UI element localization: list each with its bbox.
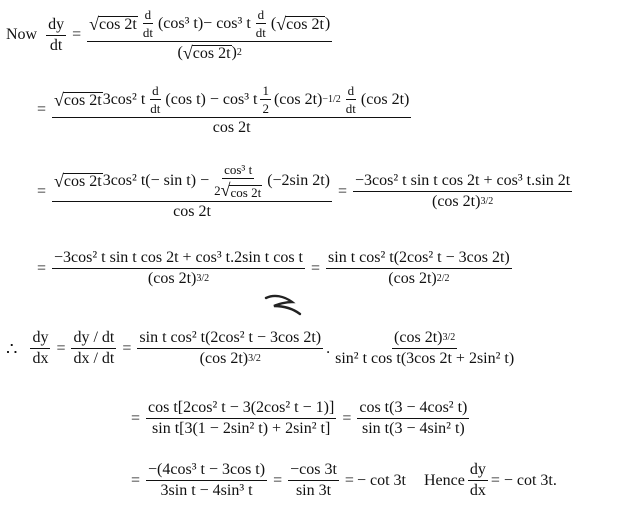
equals-sign: = [56,339,66,357]
equals-sign: = [273,471,283,489]
dy-dt-result-fraction: sin t cos² t(2cos² t − 3cos 2t) (cos 2t) 3/2 [139,329,322,367]
expanded-derivative-fraction: √ cos 2t 3cos² t $\frac{d}{dt}$ (cos t) − cos³ t $\frac{1}{2}$ (cos 2t) −1/2 $\frac{d}{dt}$ (cos 2t) cos 2t [54,83,410,136]
reduced-fraction: $\frac{\text{cos t(3 − 4cos² t)}}{\text{sin t(3 − 4sin² t)}}$ [359,399,468,437]
equals-sign: = [72,26,82,43]
expanded-sin2t-fraction: −3cos² t sin t cos 2t + cos³ t.2sin t cos t (cos 2t) 3/2 [54,249,303,287]
cos3t-sin3t-fraction: $\frac{-\cos 3t}{\sin 3t}$ [290,461,337,499]
final-result: = − cot 3t. [490,471,557,489]
equals-sign: = [311,259,321,277]
hence-label: Hence [423,471,465,489]
equals-sign: = [342,409,352,427]
final-dy-dx-fraction: $\frac{dy}{dx}$ [469,461,486,499]
cot3t-result: − cot 3t [356,471,406,489]
equals-sign: = [37,182,47,200]
triple-angle-fraction: $\frac{\text{−(4cos³ t − 3cos t)}}{\text{3sin t − 4sin³ t}}$ [148,461,266,499]
dy-dx-fraction: $\frac{dy}{dx}$ [32,329,49,367]
sqrt-cos2t: √ cos 2t [54,171,102,191]
simplified-fraction: −3cos² t sin t cos 2t + cos³ t.sin 2t (cos 2t) 3/2 [355,172,571,210]
dx-dt-reciprocal-fraction: (cos 2t) 3/2 sin² t cos t(3cos 2t + 2sin² t) [335,329,515,367]
factored-fraction: sin t cos² t(2cos² t − 3cos 2t) (cos 2t) 2/2 [328,249,510,287]
equation-line-6 [128,400,472,437]
equation-line-5: ∴ $\frac{dy}{dx}$ = $\frac{dy / dt}{dx / dt}$ = sin t cos² t(2cos² t − 3cos 2t) (cos 2t) 3/2 . (cos 2t) 3/2 sin² t cos t(3cos 2t + 2sin² t) [6,329,515,367]
now-label: Now [6,26,38,43]
therefore-symbol: ∴ [6,338,18,359]
bracket-fraction: $\frac{\text{cos t[2cos² t − 3(2cos² t − 1)]}}{\text{sin t[3(1 − 2sin² t) + 2sin² t]}}$ [148,399,335,437]
sqrt-cos2t: √ cos 2t [182,43,231,63]
equals-sign: = [131,409,141,427]
d-dt-operator: $\frac{d}{dt}$ [150,83,161,116]
chain-rule-fraction: $\frac{dy / dt}{dx / dt}$ [73,329,115,367]
inner-fraction: cos³ t 2 √ cos 2t [214,162,262,200]
d-dt-operator: $\frac{d}{dt}$ [345,83,356,116]
d-dt-operator: $\frac{d}{dt}$ [142,7,153,40]
substituted-fraction: √ cos 2t 3cos² t(− sin t) − cos³ t 2 √ cos 2t (−2sin 2t) cos 2t [54,162,330,220]
equals-sign: = [344,471,354,489]
equals-sign: = [122,339,132,357]
sqrt-cos2t: √ cos 2t [89,13,137,34]
equals-sign: = [37,259,47,277]
pen-scribble-mark [262,292,306,320]
equation-line-1 [6,8,335,62]
equals-sign: = [337,182,348,200]
one-half-fraction: $\frac{1}{2}$ [262,83,269,116]
equation-line-3 [34,163,575,220]
d-dt-operator: $\frac{d}{dt}$ [255,7,266,40]
sqrt-cos2t: √ cos 2t [276,13,324,34]
equals-sign: = [37,101,47,118]
equation-line-7 [128,462,557,499]
equals-sign: = [131,471,141,489]
quotient-rule-fraction: √ cos 2t $\frac{d}{dt}$ (cos³ t) − cos³ t $\frac{d}{dt}$ ( √ cos 2t ) ( √ cos 2t ) 2 [89,7,331,63]
equation-line-2 [34,84,414,136]
dy-dt-fraction: $\frac{dy}{dt}$ [48,15,65,54]
sqrt-cos2t: √ cos 2t [54,89,102,110]
equation-line-4 [34,250,515,287]
